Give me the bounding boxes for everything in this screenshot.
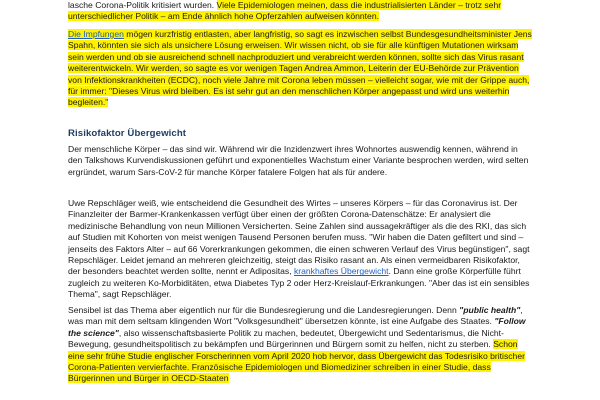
vaccination-link[interactable]: Die Impfungen <box>68 29 124 39</box>
paragraph-text: , also wissenschaftsbasierte Politik zu machen, bedeutet, Übergewicht und Sedentarismus, die Nicht-Bewegung, gesundheitspolitisch zu bekämpfen und Bürgerinnen und Bürgern somit zu helfen, nicht zu sterben. <box>68 327 504 350</box>
highlighted-text: Viele Epidemiologen meinen, dass die industrialisierten Länder – trotz sehr unterschiedlicher Politik – am Ende ähnlich hohe Opferzahlen aufweisen könnten. <box>68 0 502 22</box>
highlighted-text: mögen kurzfristig entlasten, aber langfristig, so sagt es inzwischen selbst Bundesgesundheitsminister Jens Spahn, könnten sie sich als unsichere Lösung erweisen. Wir wissen nicht, ob sie für alle künftigen Mutationen wirksam sein werden und ob sie ausreichend schnell nachproduziert und verabreicht werden können, sollte sich das Virus rasant weiterentwickeln. Wir werden, so sagte es vor wenigen Tagen Andrea Ammon, Leiterin der EU-Behörde zur Prävention von Infektionskrankheiten (ECDC), noch viele Jahre mit Corona leben müssen – vielleicht sogar, wie mit der Grippe auch, für immer: "Dieses Virus wird bleiben. Es ist sehr gut an den menschlichen Körper angepasst und wird uns weiterhin begleiten." <box>68 29 532 108</box>
paragraph-intro <box>68 0 532 23</box>
paragraph-text: Sensibel ist das Thema aber eigentlich nur für die Bundesregierung und die Landesregierungen. Denn <box>68 305 460 315</box>
paragraph-text: . Dann eine große Körperfülle führt zugleich zu weiteren Ko-Morbiditäten, etwa Diabetes Typ 2 oder Herz-Kreislauf-Erkrankungen. "Aber das ist ein sensibles Thema", sagt Repschläger. <box>68 266 530 300</box>
paragraph-intro-text: lasche Corona-Politik kritisiert wurden. <box>68 0 217 10</box>
highlighted-text: Schon eine sehr frühe Studie englischer Forscherinnen vom April 2020 hob hervor, dass Übergewicht das Todesrisiko britischer Corona-Patienten vervierfachte. Französische Epidemiologen und Biomediziner schreiben in einer Studie, dass Bürgerinnen und Bürger in OECD-Staaten <box>68 339 525 384</box>
paragraph-vaccination <box>68 29 532 109</box>
paragraph-text: Uwe Repschläger weiß, wie entscheidend die Gesundheit des Wirtes – unseres Körpers – für das Coronavirus ist. Der Finanzleiter der Barmer-Krankenkassen verfügt über einen der größten Corona-Datenschätze: Er analysiert die medizinische Behandlung von neun Millionen Versicherten. Seine Zahlen sind aussagekräftiger als die des RKI, das sich auf Studien mit Kohorten von meist wenigen Tausend Personen berufen muss. "Wir haben die Daten gefiltert und sind – jenseits des Faktors Alter – auf 66 Vorerkrankungen gekommen, die einen schweren Verlauf des Virus begünstigen", sagt Repschläger. Leidet jemand an mehreren gleichzeitig, steigt das Risiko rasant an. Als einen vermeidbaren Risikofaktor, der besonders beachtet werden sollte, nennt er Adipositas, <box>68 198 530 277</box>
paragraph-text: , was man mit dem seltsam klingenden Wort "Volksgesundheit" übersetzen könnte, ist eine Aufgabe des Staates. <box>68 305 523 327</box>
section-heading: Risikofaktor Übergewicht <box>68 128 187 139</box>
paragraph-repschlaeger <box>68 198 532 301</box>
overweight-link[interactable]: krankhaftes Übergewicht <box>293 266 389 277</box>
paragraph-public-health <box>68 305 532 385</box>
emphasis-follow-the-science: "Follow the science" <box>68 316 526 338</box>
paragraph-body: Der menschliche Körper – das sind wir. Während wir die Inzidenzwert ihres Wohnortes auswendig kennen, während in den Talkshows Kurvendiskussionen geführt und exponentielles Wachstum einer Variante besprochen werden, wird selten ergründet, warum Sars-CoV-2 für manche Körper fatalere Folgen hat als für andere. <box>68 144 529 177</box>
emphasis-public-health: "public health" <box>459 305 521 315</box>
